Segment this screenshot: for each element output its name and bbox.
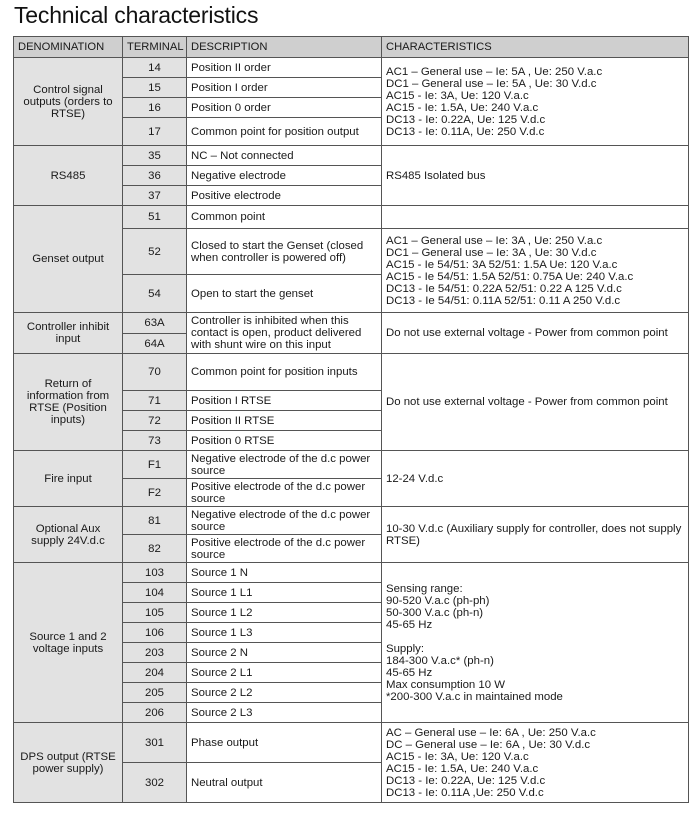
header-description: DESCRIPTION — [187, 37, 382, 58]
page-title: Technical characteristics — [14, 2, 259, 28]
terminal-cell: 301 — [123, 723, 187, 763]
description-cell: Source 2 L1 — [187, 663, 382, 683]
terminal-cell: F1 — [123, 451, 187, 479]
characteristics-cell: Do not use external voltage - Power from common point — [382, 313, 689, 354]
terminal-cell: 81 — [123, 507, 187, 535]
description-cell: Position 0 order — [187, 98, 382, 118]
description-cell: Negative electrode of the d.c power source — [187, 451, 382, 479]
terminal-cell: 206 — [123, 703, 187, 723]
characteristics-cell: AC1 – General use – Ie: 3A , Ue: 250 V.a.c DC1 – General use – Ie: 3A , Ue: 30 V.d.c AC15 - Ie 54/51: 3A 52/51: 1.5A Ue: 120 V.a.c AC15 - Ie 54/51: 1.5A 52/51: 0.75A Ue: 240 V.a.c DC13 - Ie 54/51: 0.22A 52/51: 0.22 A 125 V.d.c DC13 - Ie 54/51: 0.11A 52/51: 0.11 A 250 V.d.c — [382, 229, 689, 313]
header-characteristics: CHARACTERISTICS — [382, 37, 689, 58]
terminal-cell: 106 — [123, 623, 187, 643]
terminal-cell: 205 — [123, 683, 187, 703]
description-cell: Positive electrode — [187, 186, 382, 206]
terminal-cell: 72 — [123, 411, 187, 431]
table-row — [14, 507, 689, 535]
description-cell: Controller is inhibited when this contact is open, product delivered with shunt wire on this input — [187, 313, 382, 354]
terminal-cell: 71 — [123, 391, 187, 411]
table-row — [14, 146, 689, 166]
description-cell: Position II order — [187, 58, 382, 78]
terminal-cell: 70 — [123, 354, 187, 391]
description-cell: Positive electrode of the d.c power source — [187, 535, 382, 563]
terminal-cell: 15 — [123, 78, 187, 98]
header-row — [14, 37, 689, 58]
characteristics-cell: RS485 Isolated bus — [382, 146, 689, 206]
terminal-cell: 103 — [123, 563, 187, 583]
description-cell: NC – Not connected — [187, 146, 382, 166]
characteristics-cell: Do not use external voltage - Power from common point — [382, 354, 689, 451]
header-terminal: TERMINAL — [123, 37, 187, 58]
denomination-cell: RS485 — [14, 146, 123, 206]
table-row — [14, 451, 689, 479]
terminal-cell: 37 — [123, 186, 187, 206]
description-cell: Position I order — [187, 78, 382, 98]
terminal-cell: 35 — [123, 146, 187, 166]
description-cell: Phase output — [187, 723, 382, 763]
description-cell: Source 1 N — [187, 563, 382, 583]
description-cell: Source 2 L3 — [187, 703, 382, 723]
terminal-cell: 63A — [123, 313, 187, 334]
terminal-cell: 82 — [123, 535, 187, 563]
table-row — [14, 563, 689, 583]
terminal-cell: 64A — [123, 334, 187, 354]
terminal-cell: 52 — [123, 229, 187, 275]
terminal-cell: 204 — [123, 663, 187, 683]
description-cell: Source 2 N — [187, 643, 382, 663]
characteristics-cell-empty — [382, 206, 689, 229]
table-row — [14, 313, 689, 334]
denomination-cell: DPS output (RTSE power supply) — [14, 723, 123, 803]
table-row — [14, 58, 689, 78]
terminal-cell: 73 — [123, 431, 187, 451]
characteristics-cell: Sensing range: 90-520 V.a.c (ph-ph) 50-300 V.a.c (ph-n) 45-65 Hz Supply: 184-300 V.a.c* (ph-n) 45-65 Hz Max consumption 10 W *200-300 V.a.c in maintained mode — [382, 563, 689, 723]
denomination-cell: Optional Aux supply 24V.d.c — [14, 507, 123, 563]
description-cell: Closed to start the Genset (closed when controller is powered off) — [187, 229, 382, 275]
characteristics-cell: 12-24 V.d.c — [382, 451, 689, 507]
table-row — [14, 206, 689, 229]
terminal-cell: 203 — [123, 643, 187, 663]
terminal-cell: 302 — [123, 763, 187, 803]
terminal-cell: 51 — [123, 206, 187, 229]
denomination-cell: Fire input — [14, 451, 123, 507]
denomination-cell: Return of information from RTSE (Position inputs) — [14, 354, 123, 451]
description-cell: Source 2 L2 — [187, 683, 382, 703]
terminal-cell: 16 — [123, 98, 187, 118]
terminal-cell: F2 — [123, 479, 187, 507]
header-denomination: DENOMINATION — [14, 37, 123, 58]
denomination-cell: Control signal outputs (orders to RTSE) — [14, 58, 123, 146]
denomination-cell: Genset output — [14, 206, 123, 313]
technical-characteristics-table — [13, 36, 689, 803]
description-cell: Common point — [187, 206, 382, 229]
terminal-cell: 17 — [123, 118, 187, 146]
description-cell: Negative electrode of the d.c power source — [187, 507, 382, 535]
terminal-cell: 104 — [123, 583, 187, 603]
denomination-cell: Controller inhibit input — [14, 313, 123, 354]
description-cell: Positive electrode of the d.c power source — [187, 479, 382, 507]
description-cell: Open to start the genset — [187, 275, 382, 313]
characteristics-cell: AC – General use – Ie: 6A , Ue: 250 V.a.c DC – General use – Ie: 6A , Ue: 30 V.d.c AC15 - Ie: 3A, Ue: 120 V.a.c AC15 - Ie: 1.5A, Ue: 240 V.a.c DC13 - Ie: 0.22A, Ue: 125 V.d.c DC13 - Ie: 0.11A ,Ue: 250 V.d.c — [382, 723, 689, 803]
description-cell: Source 1 L2 — [187, 603, 382, 623]
description-cell: Source 1 L3 — [187, 623, 382, 643]
terminal-cell: 36 — [123, 166, 187, 186]
description-cell: Position II RTSE — [187, 411, 382, 431]
denomination-cell: Source 1 and 2 voltage inputs — [14, 563, 123, 723]
description-cell: Common point for position inputs — [187, 354, 382, 391]
terminal-cell: 105 — [123, 603, 187, 623]
terminal-cell: 54 — [123, 275, 187, 313]
description-cell: Common point for position output — [187, 118, 382, 146]
characteristics-cell: AC1 – General use – Ie: 5A , Ue: 250 V.a.c DC1 – General use – Ie: 5A , Ue: 30 V.d.c AC15 - Ie: 3A, Ue: 120 V.a.c AC15 - Ie: 1.5A, Ue: 240 V.a.c DC13 - Ie: 0.22A, Ue: 125 V.d.c DC13 - Ie: 0.11A, Ue: 250 V.d.c — [382, 58, 689, 146]
description-cell: Position I RTSE — [187, 391, 382, 411]
description-cell: Position 0 RTSE — [187, 431, 382, 451]
table-row — [14, 354, 689, 391]
description-cell: Source 1 L1 — [187, 583, 382, 603]
description-cell: Negative electrode — [187, 166, 382, 186]
description-cell: Neutral output — [187, 763, 382, 803]
table-row — [14, 723, 689, 763]
terminal-cell: 14 — [123, 58, 187, 78]
characteristics-cell: 10-30 V.d.c (Auxiliary supply for controller, does not supply RTSE) — [382, 507, 689, 563]
